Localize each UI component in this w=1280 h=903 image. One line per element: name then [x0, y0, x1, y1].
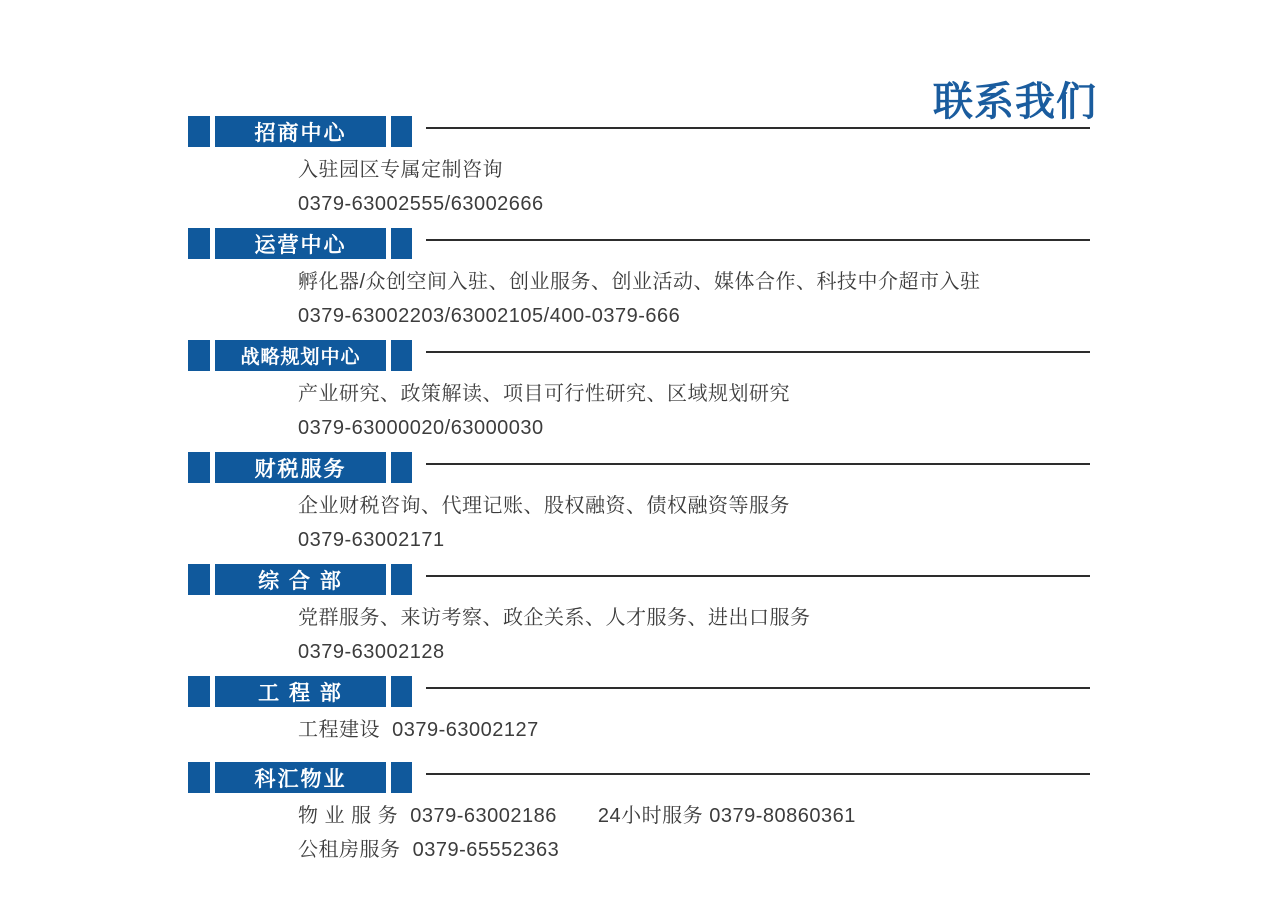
- section-body: [298, 489, 1090, 557]
- section-title-badge: 财税服务: [215, 452, 386, 483]
- phone-number: 0379-63000020/63000030: [298, 417, 544, 439]
- service-description: 企业财税咨询、代理记账、股权融资、债权融资等服务: [298, 495, 790, 517]
- section-investment-center: [188, 116, 1090, 221]
- badge-right-square: [391, 340, 412, 371]
- section-body: [298, 377, 1090, 445]
- badge-right-square: [391, 452, 412, 483]
- section-header: [188, 762, 1090, 793]
- phone-number: 0379-63002171: [298, 529, 445, 551]
- property-service-phone: 物 业 服 务 0379-63002186 24小时服务 0379-80860361: [298, 805, 856, 827]
- badge-right-square: [391, 676, 412, 707]
- page-title: 联系我们: [933, 79, 1097, 124]
- section-title-badge: 运营中心: [215, 228, 386, 259]
- service-description: 产业研究、政策解读、项目可行性研究、区域规划研究: [298, 383, 790, 405]
- phone-number: 0379-63002555/63002666: [298, 193, 544, 215]
- badge-left-square: [188, 676, 210, 707]
- service-description: 入驻园区专属定制咨询: [298, 159, 503, 181]
- section-kehui-property: [188, 762, 1090, 867]
- header-rule-line: [426, 773, 1090, 775]
- section-body: [298, 265, 1090, 333]
- section-body: [298, 153, 1090, 221]
- header-rule-line: [426, 351, 1090, 353]
- badge-left-square: [188, 340, 210, 371]
- header-rule-line: [426, 127, 1090, 129]
- section-title-badge: 综 合 部: [215, 564, 386, 595]
- badge-right-square: [391, 564, 412, 595]
- sections-container: [188, 116, 1090, 874]
- service-description: 党群服务、来访考察、政企关系、人才服务、进出口服务: [298, 607, 811, 629]
- section-operations-center: [188, 228, 1090, 333]
- phone-number: 0379-63002203/63002105/400-0379-666: [298, 305, 681, 327]
- badge-right-square: [391, 762, 412, 793]
- section-strategic-planning-center: [188, 340, 1090, 445]
- section-title-badge: 战略规划中心: [215, 340, 386, 371]
- service-description: 孵化器/众创空间入驻、创业服务、创业活动、媒体合作、科技中介超市入驻: [298, 271, 981, 293]
- section-header: [188, 452, 1090, 483]
- section-general-affairs-dept: [188, 564, 1090, 669]
- section-engineering-dept: [188, 676, 1090, 747]
- phone-number: 0379-63002128: [298, 641, 445, 663]
- header-rule-line: [426, 463, 1090, 465]
- section-header: [188, 116, 1090, 147]
- badge-left-square: [188, 564, 210, 595]
- badge-right-square: [391, 116, 412, 147]
- badge-left-square: [188, 228, 210, 259]
- section-header: [188, 228, 1090, 259]
- service-and-phone: 工程建设 0379-63002127: [298, 719, 539, 741]
- section-body: [298, 601, 1090, 669]
- badge-left-square: [188, 762, 210, 793]
- badge-right-square: [391, 228, 412, 259]
- section-title-badge: 工 程 部: [215, 676, 386, 707]
- section-header: [188, 676, 1090, 707]
- section-header: [188, 340, 1090, 371]
- header-rule-line: [426, 575, 1090, 577]
- header-rule-line: [426, 239, 1090, 241]
- section-title-badge: 招商中心: [215, 116, 386, 147]
- section-header: [188, 564, 1090, 595]
- section-body: [298, 713, 1090, 747]
- public-housing-phone: 公租房服务 0379-65552363: [298, 839, 560, 861]
- badge-left-square: [188, 116, 210, 147]
- section-finance-tax-service: [188, 452, 1090, 557]
- header-rule-line: [426, 687, 1090, 689]
- badge-left-square: [188, 452, 210, 483]
- section-body: [298, 799, 1090, 867]
- section-title-badge: 科汇物业: [215, 762, 386, 793]
